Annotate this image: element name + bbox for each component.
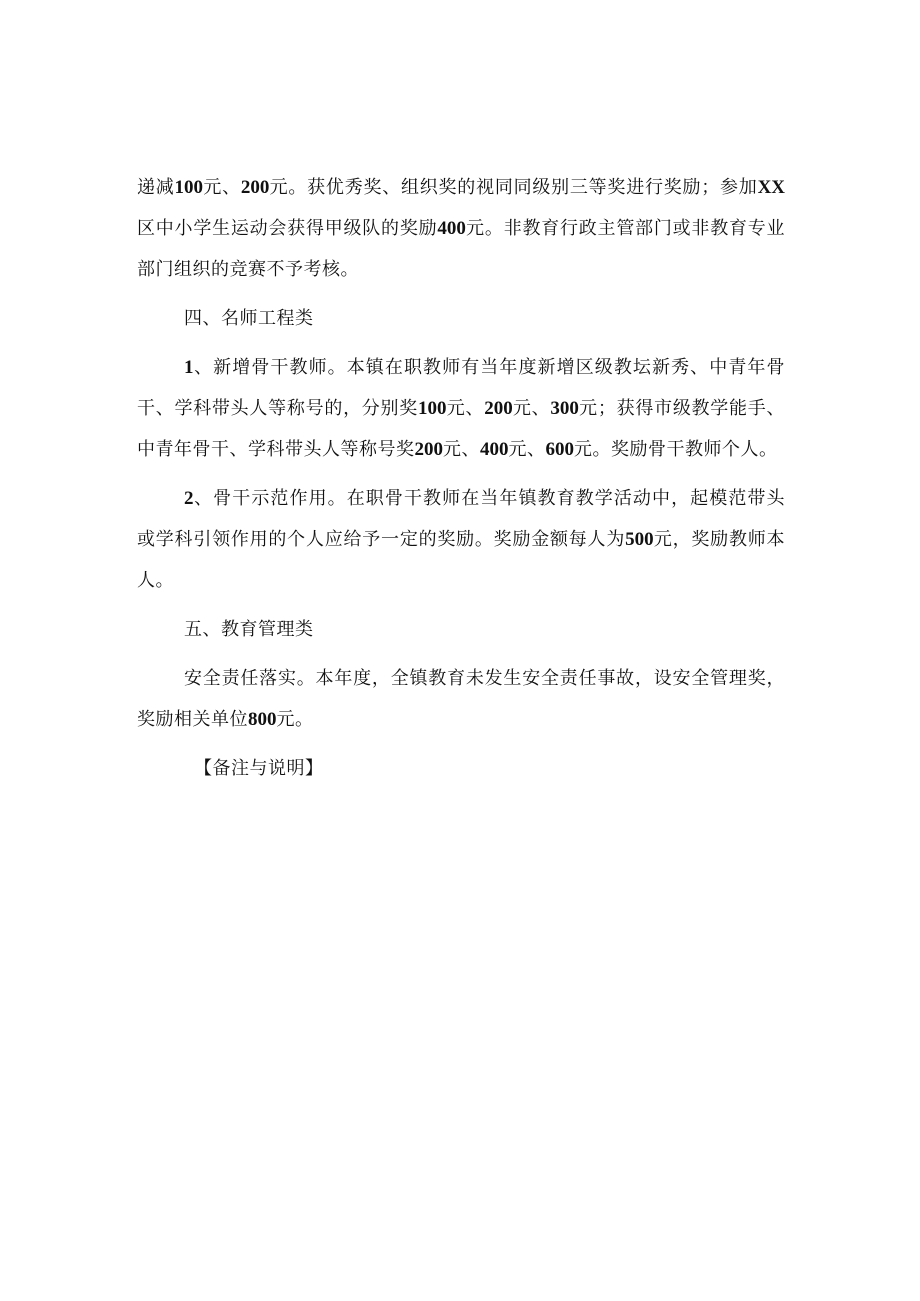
text-segment: 五、教育管理类 xyxy=(184,619,314,640)
note-heading xyxy=(137,748,785,789)
text-segment: 元，奖励教师本人。 xyxy=(137,529,786,591)
number-text: 300 xyxy=(550,398,579,419)
number-text: 200 xyxy=(484,398,513,419)
number-text: 2 xyxy=(184,488,194,509)
text-segment: 递减 xyxy=(137,177,175,198)
section-heading xyxy=(137,609,785,650)
text-segment: 元；获得市级教学能手、中青年骨干、学科带头人等称号奖 xyxy=(137,398,785,460)
text-segment: 、骨干示范作用。在职骨干教师在当年镇教育教学活动中，起模范带头或学科引领作用的个人应给予一定的奖励。奖励金额每人为 xyxy=(137,488,785,550)
number-text: 400 xyxy=(437,218,466,239)
text-segment: 元、 xyxy=(512,398,551,419)
paragraph xyxy=(137,658,785,740)
paragraph-continuation xyxy=(137,167,785,290)
number-text: 500 xyxy=(625,529,654,550)
text-segment: 、新增骨干教师。本镇在职教师有当年度新增区级教坛新秀、中青年骨干、学科带头人等称号的，分别奖 xyxy=(137,357,785,419)
number-text: 800 xyxy=(248,709,277,730)
text-segment: 元。非教育行政主管部门或非教育专业部门组织的竞赛不予考核。 xyxy=(137,218,786,280)
number-text: 400 xyxy=(480,439,509,460)
text-segment: 安全责任落实。本年度，全镇教育未发生安全责任事故，设安全管理奖，奖励相关单位 xyxy=(137,668,785,730)
text-segment: 区中小学生运动会获得甲级队的奖励 xyxy=(137,218,438,239)
number-text: XX xyxy=(757,177,786,198)
number-text: 100 xyxy=(174,177,204,198)
text-segment: 元、 xyxy=(203,177,241,198)
text-segment: 元。奖励骨干教师个人。 xyxy=(574,439,778,460)
number-text: 600 xyxy=(545,439,574,460)
document-body xyxy=(137,167,785,797)
paragraph xyxy=(137,478,785,601)
text-segment: 元。获优秀奖、组织奖的视同同级别三等奖进行奖励；参加 xyxy=(269,177,758,198)
text-segment: 元、 xyxy=(446,398,485,419)
number-text: 1 xyxy=(184,357,194,378)
section-heading xyxy=(137,298,785,339)
text-segment: 【备注与说明】 xyxy=(194,758,324,779)
text-segment: 元、 xyxy=(508,439,546,460)
number-text: 200 xyxy=(414,439,443,460)
text-segment: 四、名师工程类 xyxy=(184,308,314,329)
number-text: 200 xyxy=(240,177,270,198)
text-segment: 元、 xyxy=(443,439,480,460)
text-segment: 元。 xyxy=(276,709,314,730)
paragraph xyxy=(137,347,785,470)
number-text: 100 xyxy=(418,398,447,419)
